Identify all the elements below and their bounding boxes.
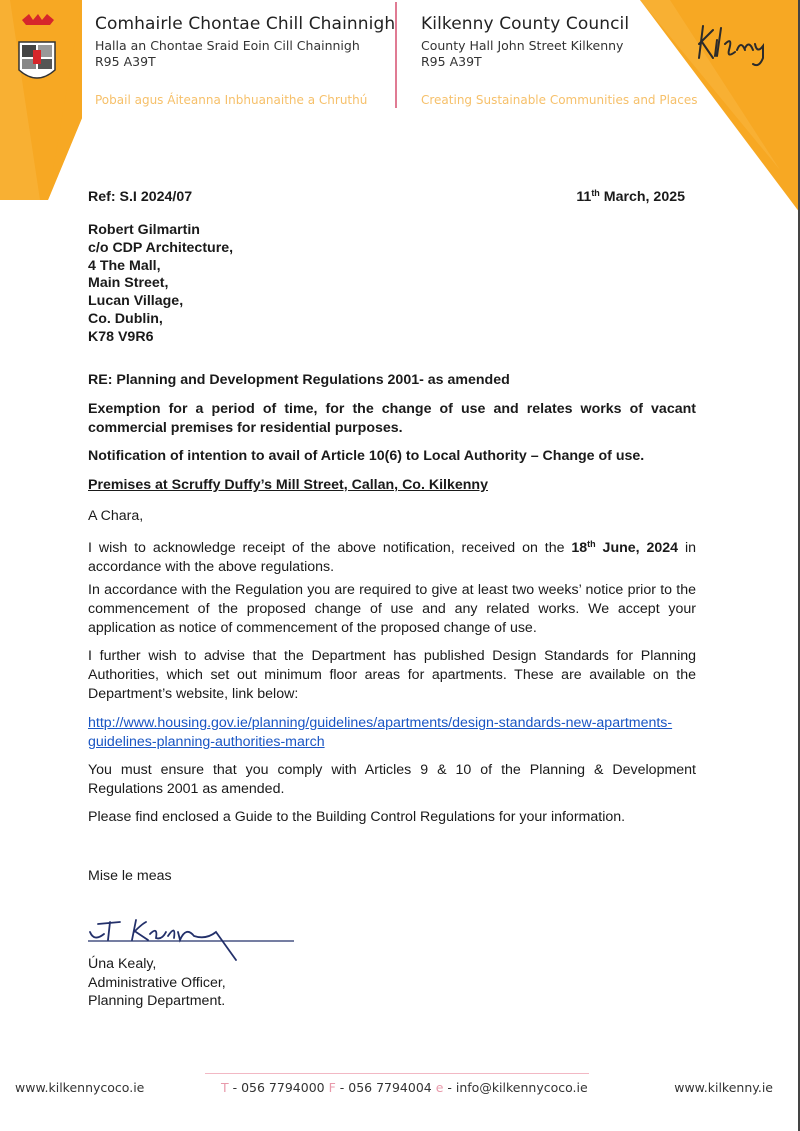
signer-department: Planning Department. bbox=[88, 993, 226, 1009]
motto-irish: Pobail agus Áiteanna Inbhuanaithe a Chruthú bbox=[95, 93, 368, 107]
motto-english: Creating Sustainable Communities and Places bbox=[421, 93, 698, 107]
paragraph-enclosure: Please find enclosed a Guide to the Building Control Regulations for your information. bbox=[88, 809, 626, 825]
header-irish bbox=[95, 14, 395, 69]
header-english bbox=[421, 14, 629, 69]
email-key: e bbox=[435, 1080, 444, 1095]
closing: Mise le meas bbox=[88, 868, 172, 884]
p1-date: June, 2024 bbox=[595, 540, 679, 556]
guidelines-link[interactable]: http://www.housing.gov.ie/planning/guidelines/apartments/design-standards-new-apartments-guidelines-planning-authorities-march bbox=[88, 715, 673, 750]
p1-day: 18 bbox=[571, 540, 588, 556]
footer-contact bbox=[221, 1080, 588, 1095]
recipient-address bbox=[88, 222, 696, 347]
reference-number: Ref: S.I 2024/07 bbox=[88, 189, 193, 205]
signer-block bbox=[88, 955, 696, 1011]
notification-heading: Notification of intention to avail of Article 10(6) to Local Authority – Change of use. bbox=[88, 448, 645, 464]
address-line: Main Street, bbox=[88, 275, 169, 292]
p1-after: in accordance with the above regulations. bbox=[88, 540, 696, 575]
date-month-year: March, 2025 bbox=[599, 189, 685, 205]
fax-key: F bbox=[328, 1080, 336, 1095]
address-line: c/o CDP Architecture, bbox=[88, 239, 234, 256]
council-name-irish: Comhairle Chontae Chill Chainnigh bbox=[95, 14, 396, 34]
council-address-irish: Halla an Chontae Sraid Eoin Cill Chainnigh bbox=[95, 38, 360, 53]
email-address[interactable]: - info@kilkennycoco.ie bbox=[443, 1080, 588, 1095]
council-eircode-irish: R95 A39T bbox=[95, 54, 156, 69]
subject-line: RE: Planning and Development Regulations 2001- as amended bbox=[88, 372, 510, 388]
date-day-suffix: th bbox=[591, 188, 600, 198]
exemption-heading: Exemption for a period of time, for the change of use and relates works of vacant commercial premises for residential purposes. bbox=[88, 401, 696, 436]
council-name-english: Kilkenny County Council bbox=[421, 14, 630, 34]
paragraph-compliance: You must ensure that you comply with Articles 9 & 10 of the Planning & Development Regulations 2001 as amended. bbox=[88, 762, 696, 797]
address-line: 4 The Mall, bbox=[88, 257, 161, 274]
fax-number: - 056 7794004 bbox=[335, 1080, 436, 1095]
letter-date bbox=[576, 188, 685, 205]
address-line: Lucan Village, bbox=[88, 293, 184, 310]
address-line: Robert Gilmartin bbox=[88, 222, 200, 238]
signer-title: Administrative Officer, bbox=[88, 974, 226, 991]
paragraph-notice: In accordance with the Regulation you are required to give at least two weeks’ notice prior to the commencement of the proposed change of use and any related works. We accept your application as notice of commencement of the proposed change of use. bbox=[88, 582, 696, 636]
header-divider bbox=[395, 2, 397, 108]
paragraph-acknowledgement bbox=[88, 535, 696, 577]
signer-name: Úna Kealy, bbox=[88, 956, 157, 972]
address-line: K78 V9R6 bbox=[88, 328, 154, 345]
kilkenny-script-logo-icon bbox=[693, 14, 783, 70]
phone-key: T bbox=[221, 1080, 229, 1095]
footer-website-kilkenny[interactable]: www.kilkenny.ie bbox=[674, 1080, 773, 1095]
date-day: 11 bbox=[576, 189, 592, 205]
kilkenny-council-crest-icon bbox=[16, 14, 58, 94]
p1-before: I wish to acknowledge receipt of the above notification, received on the bbox=[88, 540, 572, 556]
address-line: Co. Dublin, bbox=[88, 310, 163, 327]
p1-day-suffix: th bbox=[587, 539, 596, 549]
phone-number: - 056 7794000 bbox=[228, 1080, 329, 1095]
footer-website-council[interactable]: www.kilkennycoco.ie bbox=[15, 1080, 145, 1095]
council-address-english: County Hall John Street Kilkenny bbox=[421, 38, 624, 53]
council-eircode-english: R95 A39T bbox=[421, 54, 482, 69]
footer-divider bbox=[205, 1073, 589, 1074]
paragraph-design-standards: I further wish to advise that the Department has published Design Standards for Planning Authorities, which set out minimum floor areas for apartments. These are available on the Department’s website, link below: bbox=[88, 648, 696, 702]
salutation: A Chara, bbox=[88, 508, 144, 524]
premises-heading: Premises at Scruffy Duffy’s Mill Street, Callan, Co. Kilkenny bbox=[88, 477, 488, 493]
